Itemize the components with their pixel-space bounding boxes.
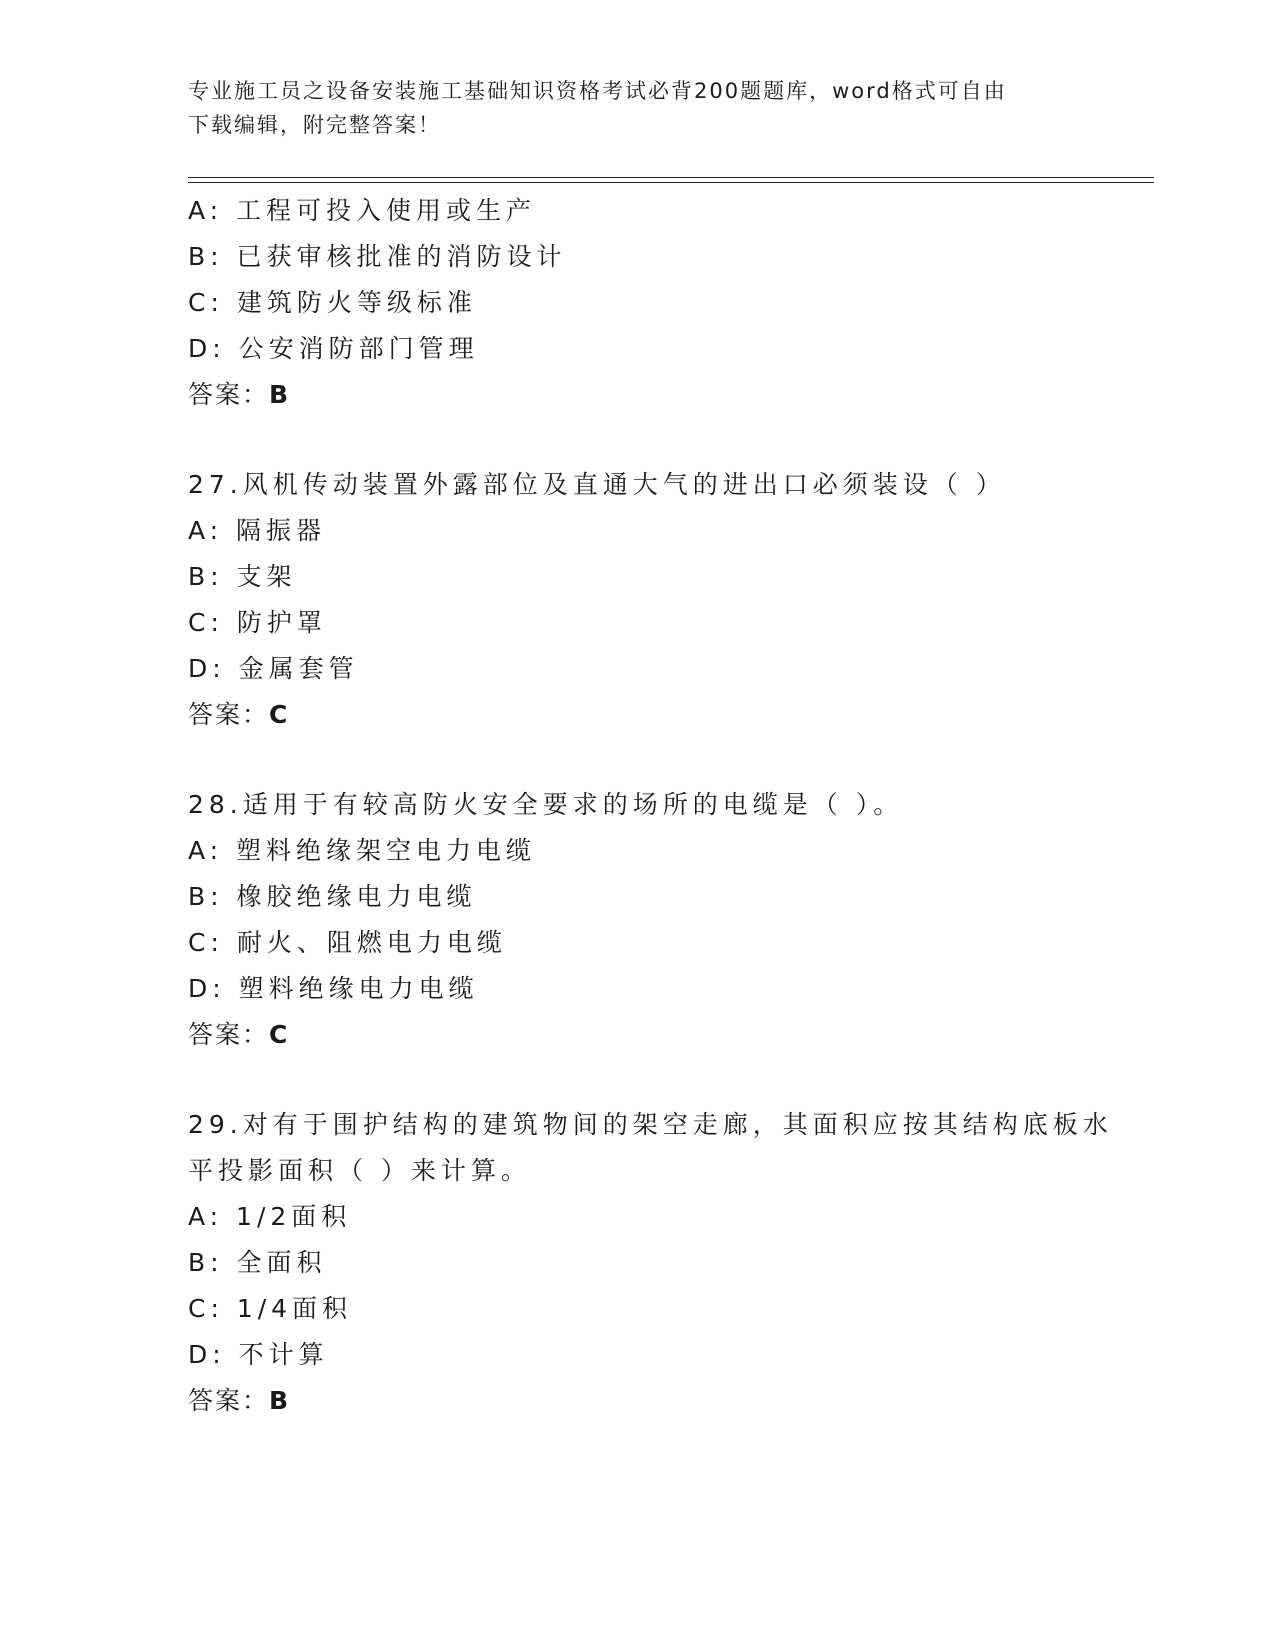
option-b: B: 支架 [188, 562, 297, 591]
answer-line [188, 1378, 1088, 1424]
header-line-1: 专业施工员之设备安装施工基础知识资格考试必背200题题库，word格式可自由 [188, 79, 1007, 103]
answer-label: 答案： [188, 380, 270, 409]
option-d: D: 不计算 [188, 1340, 329, 1369]
answer-value: B [269, 1386, 291, 1415]
question-stem: 28.适用于有较高防火安全要求的场所的电缆是（ ）。 [188, 790, 904, 819]
option-c: C: 建筑防火等级标准 [188, 288, 477, 317]
option-a: A: 工程可投入使用或生产 [188, 196, 537, 225]
option-d: D: 塑料绝缘电力电缆 [188, 974, 479, 1003]
option-c: C: 1/4面积 [188, 1294, 353, 1323]
option-c: C: 防护罩 [188, 608, 327, 637]
question-block-28 [188, 782, 1088, 1058]
option-b: B: 全面积 [188, 1248, 327, 1277]
answer-line [188, 692, 1088, 738]
question-stem-line-1: 29.对有于围护结构的建筑物间的架空走廊，其面积应按其结构底板水 [188, 1110, 1113, 1139]
option-b: B: 橡胶绝缘电力电缆 [188, 882, 477, 911]
question-stem-line-2: 平投影面积（ ）来计算。 [188, 1156, 531, 1185]
answer-label: 答案： [188, 1386, 270, 1415]
question-stem: 27.风机传动装置外露部位及直通大气的进出口必须装设（ ） [188, 470, 1006, 499]
answer-value: C [269, 700, 290, 729]
question-block-29 [188, 1102, 1113, 1424]
spacer [188, 418, 1088, 462]
answer-value: C [269, 1020, 290, 1049]
document-header [188, 74, 1088, 142]
option-c: C: 耐火、阻燃电力电缆 [188, 928, 507, 957]
answer-line [188, 1012, 1088, 1058]
option-a: A: 1/2面积 [188, 1202, 352, 1231]
option-b: B: 已获审核批准的消防设计 [188, 242, 567, 271]
header-divider-top [188, 177, 1154, 178]
option-d: D: 金属套管 [188, 654, 359, 683]
question-block-27 [188, 462, 1088, 738]
option-a: A: 隔振器 [188, 516, 327, 545]
option-a: A: 塑料绝缘架空电力电缆 [188, 836, 537, 865]
question-block-continued [188, 188, 1088, 418]
option-d: D: 公安消防部门管理 [188, 334, 479, 363]
answer-value: B [269, 380, 291, 409]
spacer [188, 1058, 1088, 1102]
header-divider-bottom [188, 182, 1154, 183]
answer-label: 答案： [188, 700, 270, 729]
answer-label: 答案： [188, 1020, 270, 1049]
header-line-2: 下载编辑，附完整答案！ [188, 113, 441, 137]
document-body [188, 188, 1113, 1424]
answer-line [188, 372, 1088, 418]
spacer [188, 738, 1088, 782]
